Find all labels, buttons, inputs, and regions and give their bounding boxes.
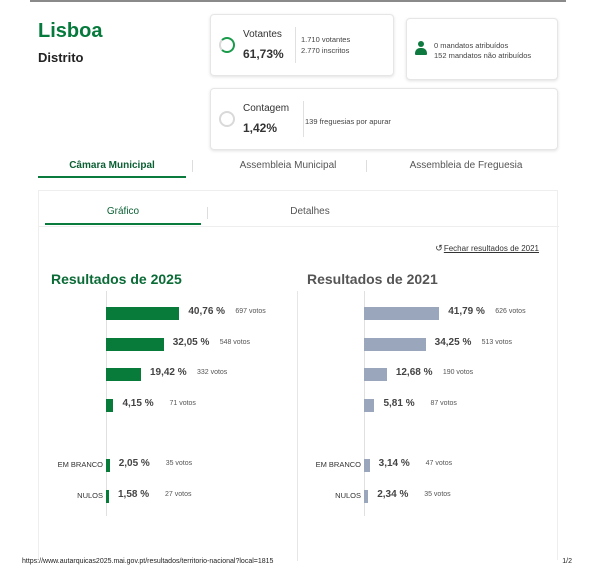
chart-bar: [106, 368, 141, 381]
contagem-progress-icon: [219, 111, 235, 127]
chart-bar: [364, 338, 426, 351]
inscritos-count: 2.770 inscritos: [301, 46, 350, 55]
view-tabs: [39, 201, 559, 225]
page-title: Lisboa: [38, 20, 103, 42]
contagem-card: [210, 88, 558, 150]
bar-percentage-label: 4,15 %: [122, 398, 154, 409]
bar-percentage-label: 12,68 %: [395, 367, 433, 378]
results-2021-title: Resultados de 2021: [307, 271, 438, 287]
chart-bar: [106, 490, 109, 503]
chart-bar: [364, 399, 374, 412]
footer-url: https://www.autarquicas2025.mai.gov.pt/resultados/territorio-nacional?local=1815: [22, 558, 274, 565]
bar-percentage-label: 32,05 %: [172, 337, 210, 348]
view-tabs-underline: [39, 226, 559, 227]
chart-bar-row: [297, 489, 537, 503]
tab-separator: [192, 160, 193, 172]
chart-bar: [364, 368, 387, 381]
chart-bar-row: [39, 367, 279, 381]
bar-votes-label: 35 votos: [165, 460, 193, 467]
results-2025-title: Resultados de 2025: [51, 271, 182, 287]
bar-percentage-label: 2,34 %: [377, 489, 409, 500]
bar-votes-label: 697 votos: [235, 308, 266, 315]
votantes-card: [210, 14, 394, 76]
bar-votes-label: 27 votos: [165, 491, 192, 498]
chart-bar-row: [39, 489, 279, 503]
mandatos-nao-atribuidos: 152 mandatos não atribuídos: [434, 51, 532, 60]
bar-category-label: EM BRANCO: [57, 460, 103, 469]
bar-votes-label: 71 votos: [169, 400, 196, 407]
chart-bar: [106, 338, 164, 351]
chart-bar: [106, 459, 110, 472]
tab-separator: [207, 207, 208, 219]
footer-page-number: 1/2: [562, 558, 572, 565]
chart-bar: [364, 459, 370, 472]
bar-percentage-label: 19,42 %: [149, 367, 187, 378]
bar-votes-label: 548 votos: [219, 339, 251, 346]
results-2021-chart: [297, 291, 537, 561]
contagem-detail: 139 freguesias por apurar: [305, 117, 391, 126]
contagem-label: Contagem: [243, 103, 290, 114]
chart-bar-row: [39, 306, 279, 320]
bar-percentage-label: 3,14 %: [378, 458, 410, 469]
votantes-count: 1.710 votantes: [301, 35, 351, 44]
chart-bar: [364, 490, 368, 503]
bar-votes-label: 35 votos: [424, 491, 451, 498]
results-panel: [38, 190, 558, 560]
card-divider: [295, 27, 296, 63]
bar-votes-label: 87 votos: [430, 400, 457, 407]
bar-percentage-label: 41,79 %: [448, 306, 485, 317]
bar-category-label: EM BRANCO: [315, 460, 361, 469]
contagem-value: 1,42%: [243, 121, 278, 135]
chart-bar: [364, 307, 439, 320]
chart-bar-row: [39, 458, 279, 472]
chart-bar-row: [297, 337, 537, 351]
chart-bar-row: [39, 337, 279, 351]
bar-votes-label: 190 votos: [442, 369, 474, 376]
chart-bar-row: [297, 367, 537, 381]
person-icon: [415, 41, 427, 55]
tab-grafico[interactable]: Gráfico: [45, 201, 201, 225]
close-2021-results-label: Fechar resultados de 2021: [443, 244, 539, 253]
card-divider: [303, 101, 304, 137]
tab-assembleia-freguesia[interactable]: Assembleia de Freguesia: [409, 160, 523, 171]
bar-votes-label: 626 votos: [495, 308, 526, 315]
election-tabs: [38, 156, 558, 178]
bar-votes-label: 47 votos: [425, 460, 453, 467]
bar-percentage-label: 1,58 %: [118, 489, 150, 500]
bar-votes-label: 332 votos: [196, 369, 228, 376]
chart-bar: [106, 307, 179, 320]
bar-percentage-label: 2,05 %: [118, 458, 150, 469]
tab-assembleia-municipal[interactable]: Assembleia Municipal: [239, 160, 337, 171]
chart-bar-row: [297, 458, 537, 472]
tab-camara-municipal[interactable]: Câmara Municipal: [38, 156, 186, 178]
chart-bar-row: [297, 306, 537, 320]
tab-separator: [366, 160, 367, 172]
bar-category-label: NULOS: [335, 491, 361, 500]
chart-bar-row: [297, 398, 537, 412]
page-subtitle: Distrito: [38, 50, 84, 65]
mandatos-atribuidos: 0 mandatos atribuídos: [434, 41, 509, 50]
votantes-value: 61,73%: [243, 47, 284, 61]
results-2025-chart: [39, 291, 279, 561]
bar-votes-label: 513 votos: [481, 339, 512, 346]
chart-bar: [106, 399, 113, 412]
bar-category-label: NULOS: [77, 491, 103, 500]
top-rule: [30, 0, 566, 2]
close-2021-results-link[interactable]: [435, 243, 539, 254]
mandatos-card: [406, 18, 558, 80]
bar-percentage-label: 5,81 %: [383, 398, 415, 409]
reload-icon: ↺: [435, 243, 443, 253]
bar-percentage-label: 34,25 %: [434, 337, 472, 348]
votantes-progress-icon: [219, 37, 235, 53]
votantes-label: Votantes: [243, 29, 282, 40]
bar-percentage-label: 40,76 %: [188, 306, 226, 317]
tab-detalhes[interactable]: Detalhes: [290, 206, 330, 217]
chart-bar-row: [39, 398, 279, 412]
